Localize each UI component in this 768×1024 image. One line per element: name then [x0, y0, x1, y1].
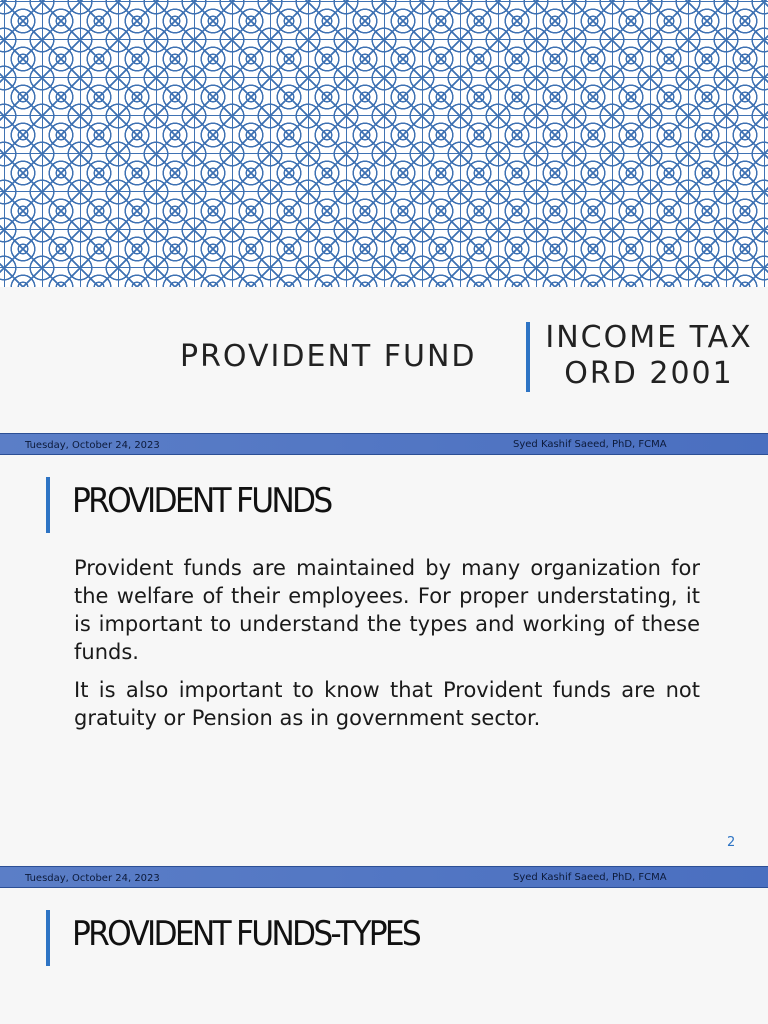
footer-date: Tuesday, October 24, 2023	[25, 873, 160, 884]
paragraph: It is also important to know that Provident funds are not gratuity or Pension as in government sector.	[74, 678, 700, 730]
subtitle-line-1: INCOME TAX	[545, 320, 753, 355]
slide-footer	[0, 866, 768, 888]
heading-accent-bar	[46, 477, 50, 533]
slide-subtitle	[530, 320, 768, 392]
slide-heading: PROVIDENT FUNDS-TYPES	[72, 914, 419, 954]
footer-date: Tuesday, October 24, 2023	[25, 440, 160, 451]
content-slide	[0, 455, 768, 865]
content-slide	[0, 888, 768, 1024]
footer-author: Syed Kashif Saeed, PhD, FCMA	[513, 439, 667, 450]
slide-footer	[0, 433, 768, 455]
title-slide	[0, 287, 768, 433]
slide-heading: PROVIDENT FUNDS	[72, 481, 331, 521]
footer-author: Syed Kashif Saeed, PhD, FCMA	[513, 872, 667, 883]
decorative-pattern	[0, 0, 768, 287]
page-number: 2	[727, 835, 736, 850]
subtitle-line-2: ORD 2001	[564, 356, 734, 391]
paragraph: Provident funds are maintained by many organization for the welfare of their employees. For proper understating, it is important to understand the types and working of these funds.	[74, 556, 700, 664]
heading-accent-bar	[46, 910, 50, 966]
slide-title: PROVIDENT FUND	[180, 339, 477, 374]
